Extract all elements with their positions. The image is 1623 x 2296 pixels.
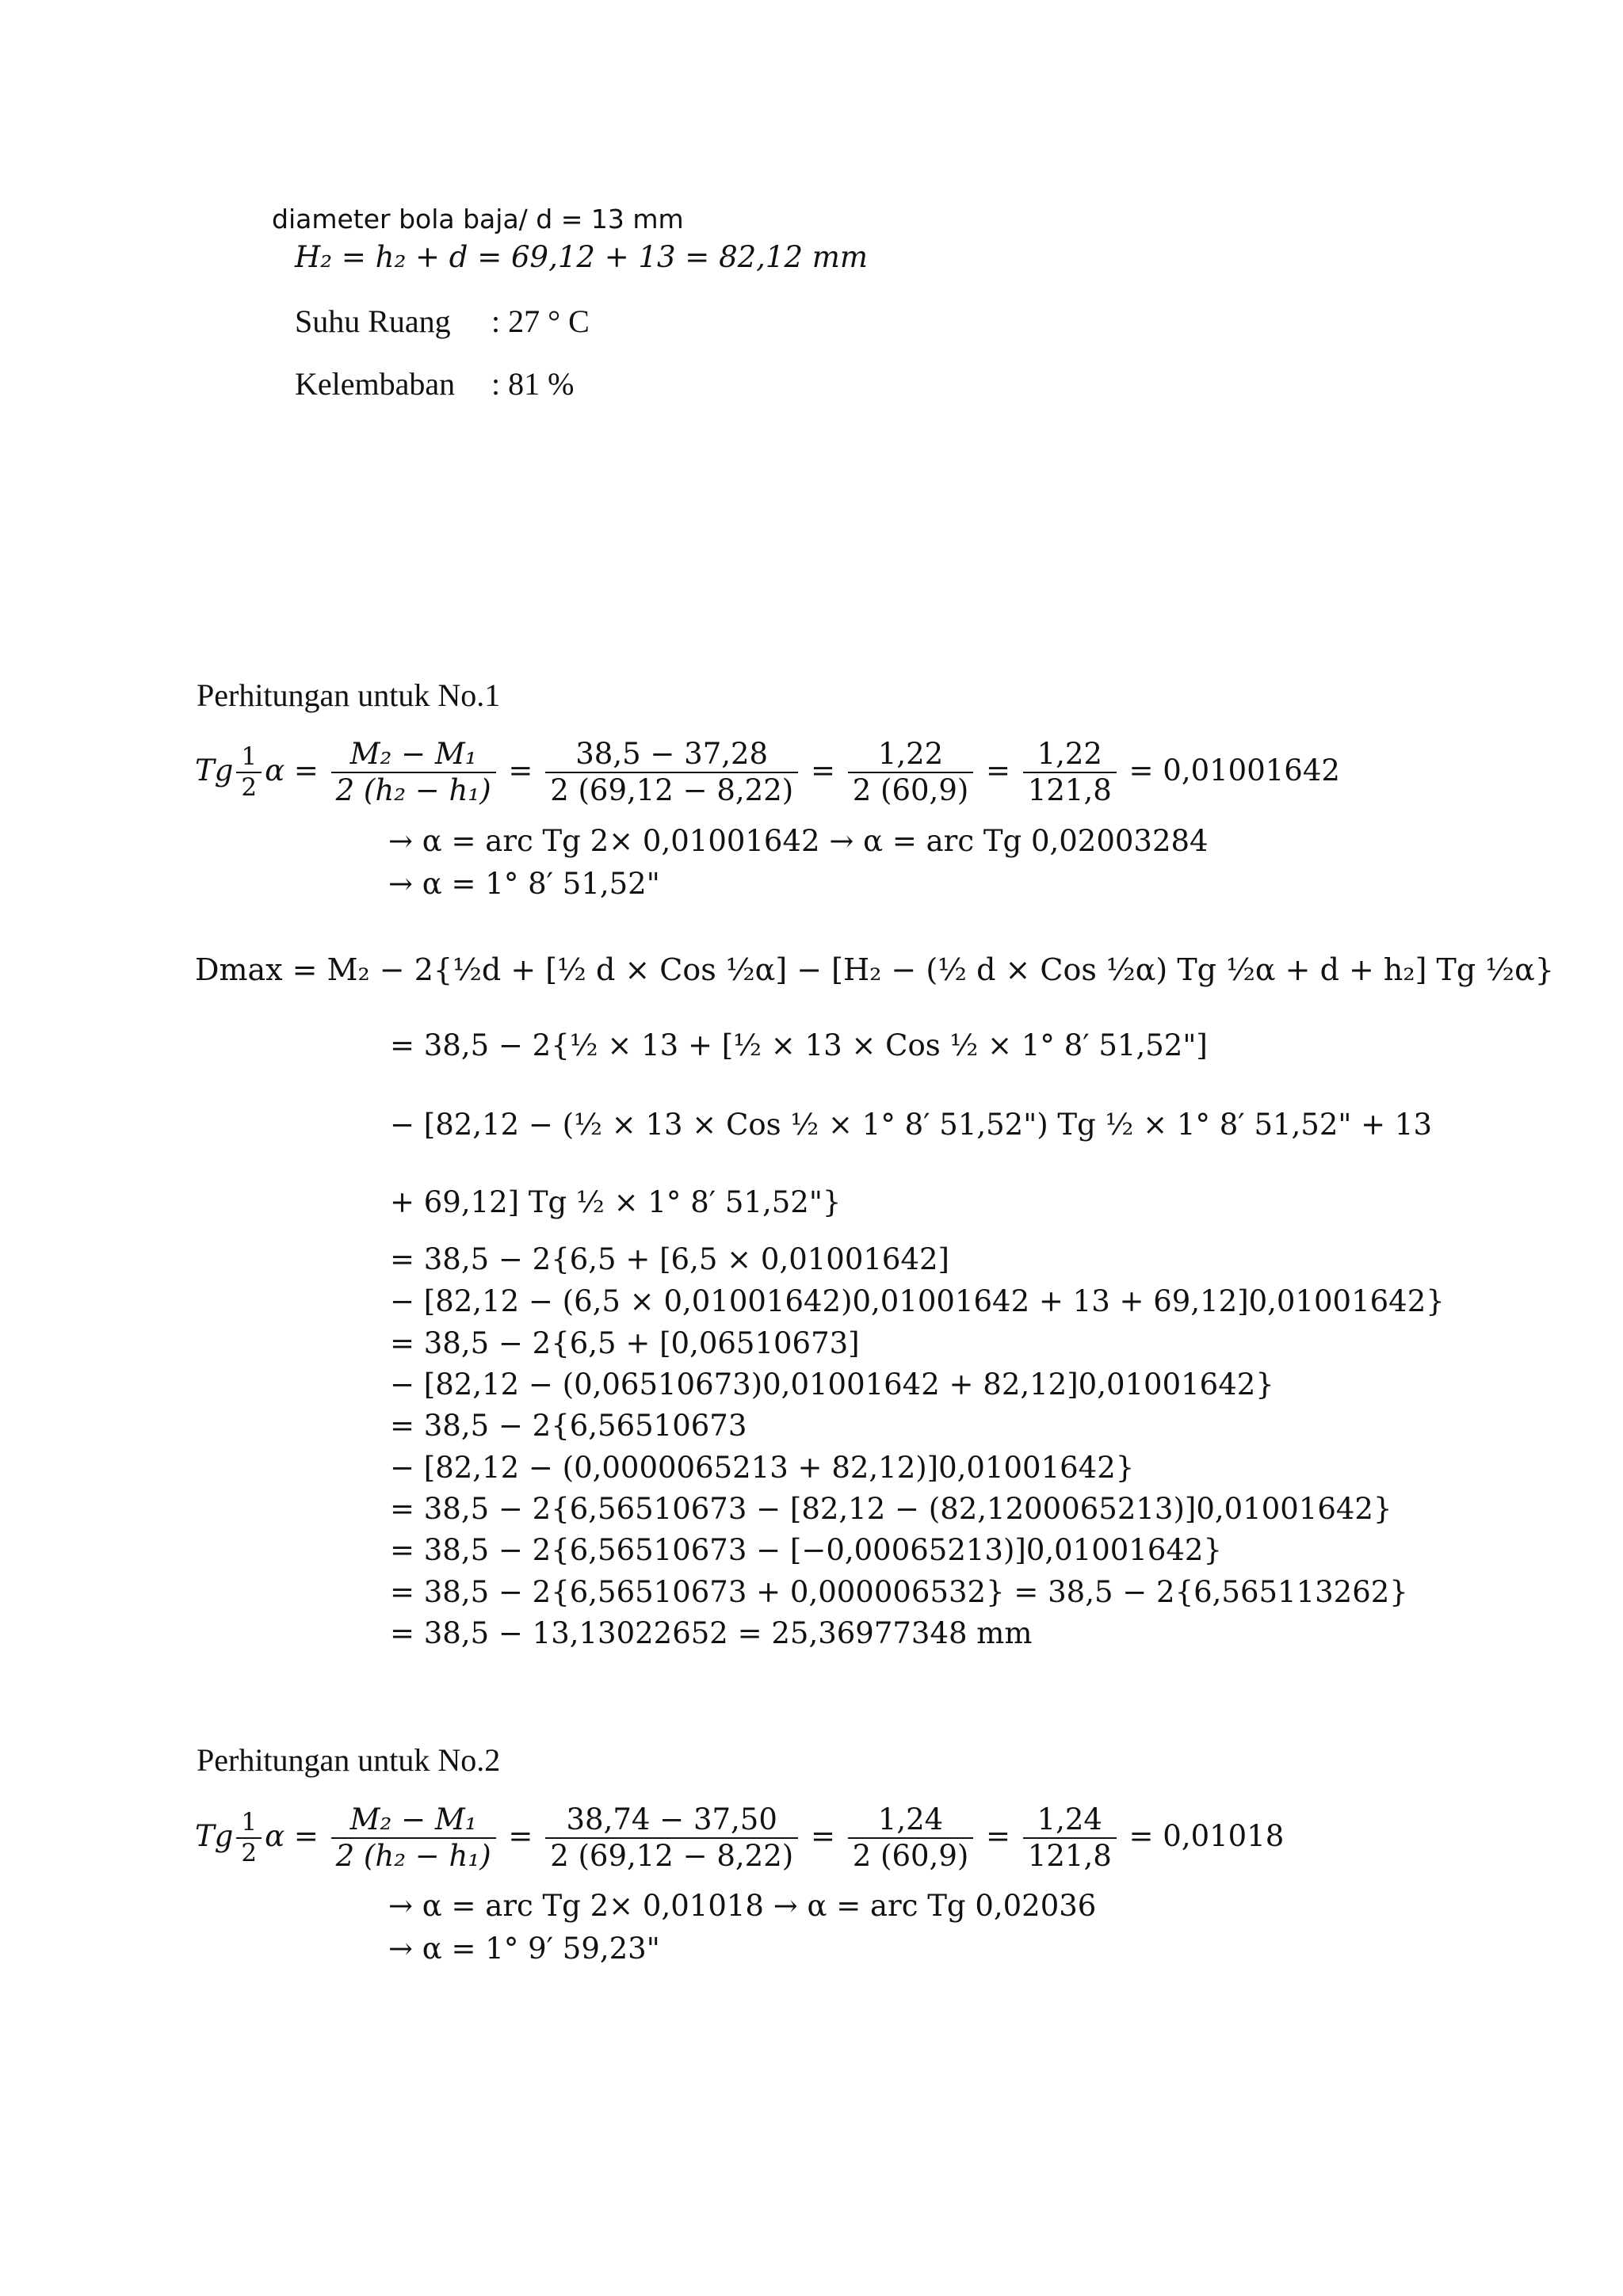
dmax-result: = 38,5 − 13,13022652 = 25,36977348 mm [390, 1616, 1033, 1650]
half-fraction: $\frac{1}{2}$ [236, 742, 262, 803]
tg-equation-no2: Tg $\frac{1}{2}$ α = $\frac{\text{M₂ − M₁}}{\text{2 (h₂ − h₁)}}$ = $\frac{38,74 - 37,50}{2 (69,12 - 8,22)}$ = $\frac{1,24}{2 (60,9)}$ = $\frac{1,24}{121,8}$ = 0,01018 [195, 1802, 1285, 1874]
dmax-step: = 38,5 − 2{6,5 + [0,06510673] [390, 1326, 860, 1360]
kelembaban-label: Kelembaban [295, 366, 456, 402]
fraction-symbolic: $\frac{\text{M₂ − M₁}}{\text{2 (h₂ − h₁)}}$ [331, 1802, 496, 1875]
tg-result: = 0,01018 [1128, 1818, 1285, 1853]
dmax-step: − [82,12 − (½ × 13 × Cos ½ × 1° 8′ 51,52") Tg ½ × 1° 8′ 51,52" + 13 [390, 1108, 1432, 1142]
fraction-symbolic: $\frac{\text{M₂ − M₁}}{\text{2 (h₂ − h₁)}}$ [331, 737, 496, 809]
suhu-value: : 27 ° C [491, 303, 590, 339]
dmax-step: = 38,5 − 2{6,56510673 + 0,000006532} = 38,5 − 2{6,565113262} [390, 1575, 1408, 1609]
dmax-step: = 38,5 − 2{6,5 + [6,5 × 0,01001642] [390, 1242, 949, 1276]
tg-label: Tg [195, 753, 234, 788]
h2-equation: H₂ = h₂ + d = 69,12 + 13 = 82,12 mm [295, 240, 868, 274]
fraction-values: $\frac{38,5 - 37,28}{2 (69,12 - 8,22)}$ [545, 737, 798, 809]
alpha-label: α = [265, 1818, 319, 1853]
dmax-step: − [82,12 − (0,0000065213 + 82,12)]0,01001642} [390, 1451, 1135, 1485]
arc-line-1-no2: → α = arc Tg 2× 0,01018 → α = arc Tg 0,02036 [388, 1889, 1097, 1923]
dmax-formula: Dmax = M₂ − 2{½d + [½ d × Cos ½α] − [H₂ − (½ d × Cos ½α) Tg ½α + d + h₂] Tg ½α} [195, 952, 1554, 987]
suhu-label: Suhu Ruang [295, 303, 451, 339]
diameter-line: diameter bola baja/ d = 13 mm [272, 204, 684, 235]
tg-label: Tg [195, 1818, 234, 1853]
arc-line-2-no2: → α = 1° 9′ 59,23" [388, 1932, 660, 1966]
tg-result: = 0,01001642 [1128, 753, 1340, 788]
heading-no2: Perhitungan untuk No.2 [197, 1742, 501, 1778]
alpha-label: α = [265, 753, 319, 788]
kelembaban-value: : 81 % [491, 366, 575, 402]
arc-line-1-no1: → α = arc Tg 2× 0,01001642 → α = arc Tg 0,02003284 [388, 824, 1209, 858]
fraction-values: $\frac{38,74 - 37,50}{2 (69,12 - 8,22)}$ [545, 1802, 798, 1875]
fraction-final: $\frac{1,22}{121,8}$ [1023, 737, 1117, 809]
dmax-step: = 38,5 − 2{6,56510673 − [82,12 − (82,1200065213)]0,01001642} [390, 1492, 1392, 1526]
dmax-step: − [82,12 − (6,5 × 0,01001642)0,01001642 + 13 + 69,12]0,01001642} [390, 1284, 1445, 1318]
dmax-step: − [82,12 − (0,06510673)0,01001642 + 82,12]0,01001642} [390, 1367, 1274, 1402]
dmax-step: = 38,5 − 2{½ × 13 + [½ × 13 × Cos ½ × 1° 8′ 51,52"] [390, 1028, 1208, 1062]
fraction-simplified: $\frac{1,22}{2 (60,9)}$ [848, 737, 974, 809]
arc-line-2-no1: → α = 1° 8′ 51,52" [388, 867, 660, 901]
fraction-final: $\frac{1,24}{121,8}$ [1023, 1802, 1117, 1875]
dmax-step: + 69,12] Tg ½ × 1° 8′ 51,52"} [390, 1185, 842, 1219]
dmax-step: = 38,5 − 2{6,56510673 − [−0,00065213)]0,01001642} [390, 1533, 1223, 1567]
dmax-step: = 38,5 − 2{6,56510673 [390, 1409, 747, 1443]
half-fraction: $\frac{1}{2}$ [236, 1808, 262, 1868]
tg-equation-no1: Tg $\frac{1}{2}$ α = $\frac{\text{M₂ − M₁}}{\text{2 (h₂ − h₁)}}$ = $\frac{38,5 - 37,28}{2 (69,12 - 8,22)}$ = $\frac{1,22}{2 (60,9)}$ = $\frac{1,22}{121,8}$ = 0,01001642 [195, 737, 1340, 808]
fraction-simplified: $\frac{1,24}{2 (60,9)}$ [848, 1802, 974, 1875]
heading-no1: Perhitungan untuk No.1 [197, 677, 501, 713]
